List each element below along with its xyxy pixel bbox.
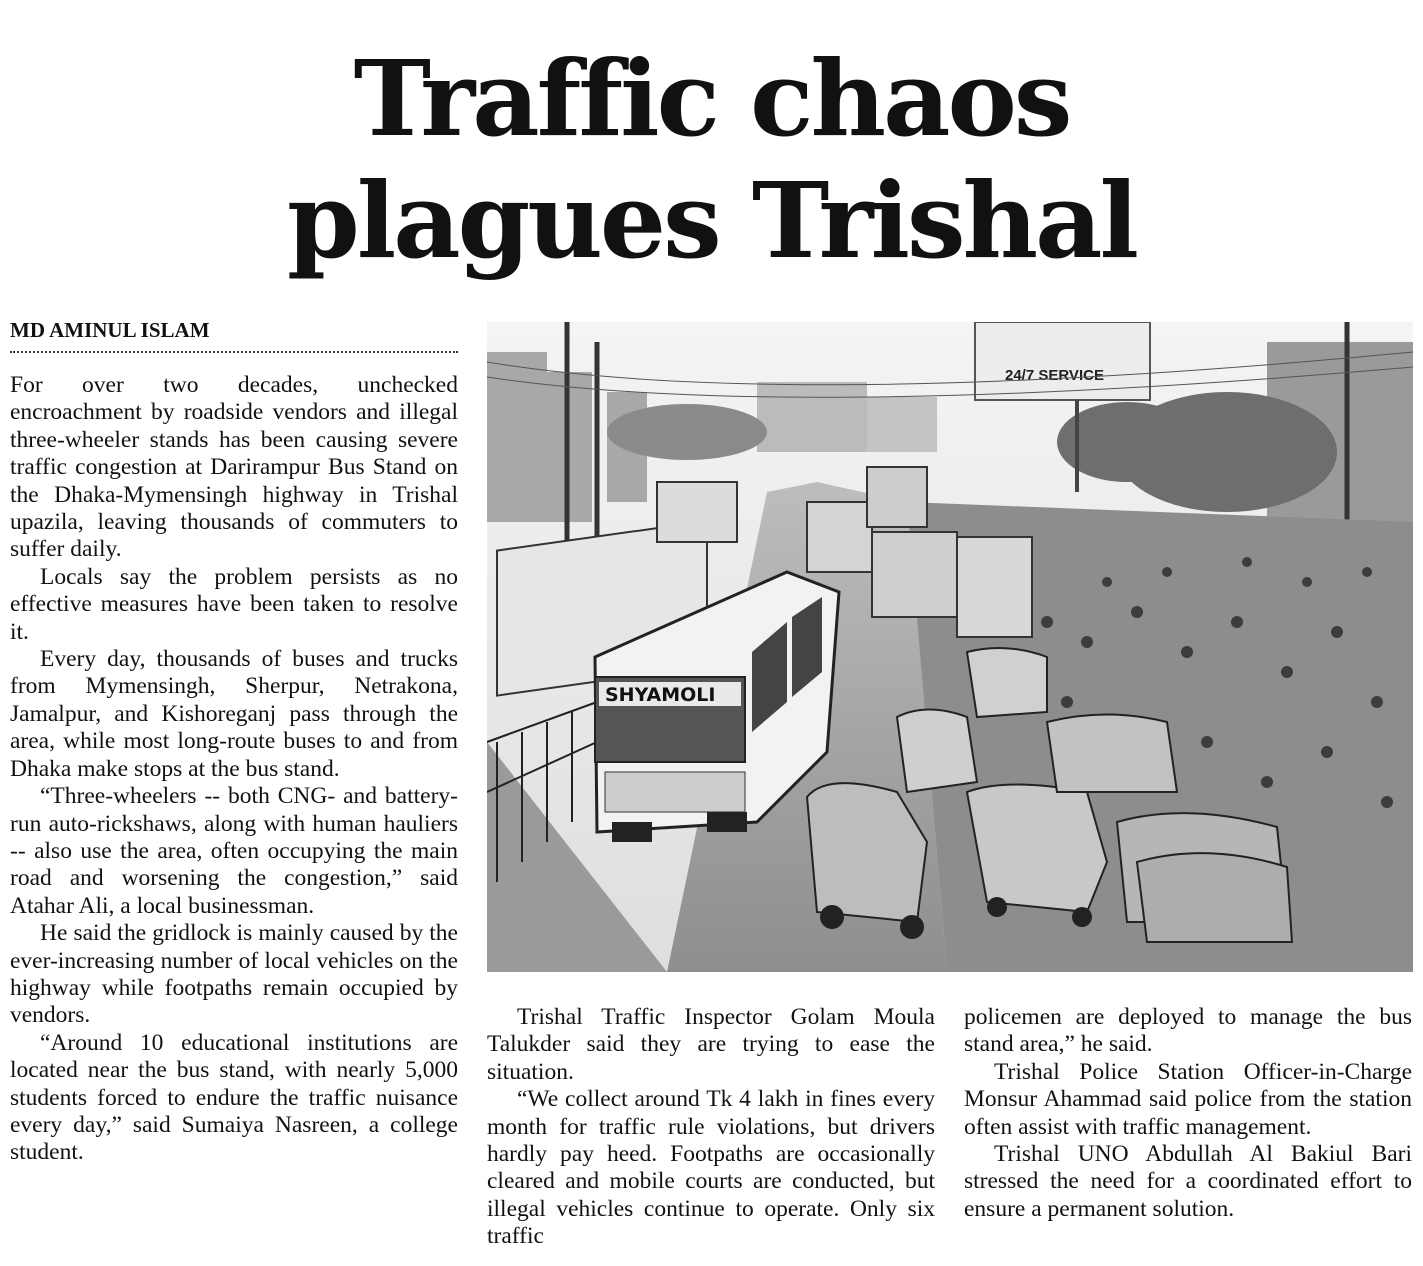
bus-sign: SHYAMOLI xyxy=(605,684,716,706)
paragraph: “We collect around Tk 4 lakh in fines every month for traffic rule violations, but drivers hardly pay heed. Footpaths are occasionally cleared and mobile courts are conducted, but illegal vehicles continue to operate. Only six traffic xyxy=(487,1086,935,1250)
article-column-3 xyxy=(964,1004,1412,1223)
paragraph: policemen are deployed to manage the bus stand area,” he said. xyxy=(964,1004,1412,1058)
paragraph: He said the gridlock is mainly caused by the ever-increasing number of local vehicles on the highway while footpaths remain occupied by vendors. xyxy=(10,920,458,1029)
paragraph: Every day, thousands of buses and trucks from Mymensingh, Sherpur, Netrakona, Jamalpur, and Kishoreganj pass through the area, while most long-route buses to and from Dhaka make stops at the bus stand. xyxy=(10,646,458,782)
paragraph: Trishal Police Station Officer-in-Charge Monsur Ahammad said police from the station often assist with traffic management. xyxy=(964,1058,1412,1140)
paragraph: Trishal UNO Abdullah Al Bakiul Bari stressed the need for a coordinated effort to ensure a permanent solution. xyxy=(964,1141,1412,1222)
paragraph: “Around 10 educational institutions are located near the bus stand, with nearly 5,000 students forced to endure the traffic nuisance every day,” said Sumaiya Nasreen, a college student. xyxy=(10,1029,458,1166)
article-column-2 xyxy=(487,1004,935,1251)
paragraph: Trishal Traffic Inspector Golam Moula Talukder said they are trying to ease the situation. xyxy=(487,1004,935,1085)
byline: MD AMINUL ISLAM xyxy=(10,318,458,353)
article-column-1 xyxy=(10,372,458,1167)
headline-line-2: plagues Trishal xyxy=(286,159,1137,282)
paragraph: For over two decades, unchecked encroachment by roadside vendors and illegal three-wheeler stands has been causing severe traffic congestion at Darirampur Bus Stand on the Dhaka-Mymensingh highway in Trishal upazila, leaving thousands of commuters to suffer daily. xyxy=(10,372,458,563)
paragraph: Locals say the problem persists as no effective measures have been taken to resolve it. xyxy=(10,563,458,645)
billboard-text: 24/7 SERVICE xyxy=(1005,367,1104,384)
news-photo xyxy=(487,322,1413,972)
paragraph: “Three-wheelers -- both CNG- and battery-run auto-rickshaws, along with human hauliers -- also use the area, often occupying the main road and worsening the congestion,” said Atahar Ali, a local businessman. xyxy=(10,783,458,919)
headline-line-1: Traffic chaos xyxy=(353,37,1070,160)
headline xyxy=(0,38,1423,282)
